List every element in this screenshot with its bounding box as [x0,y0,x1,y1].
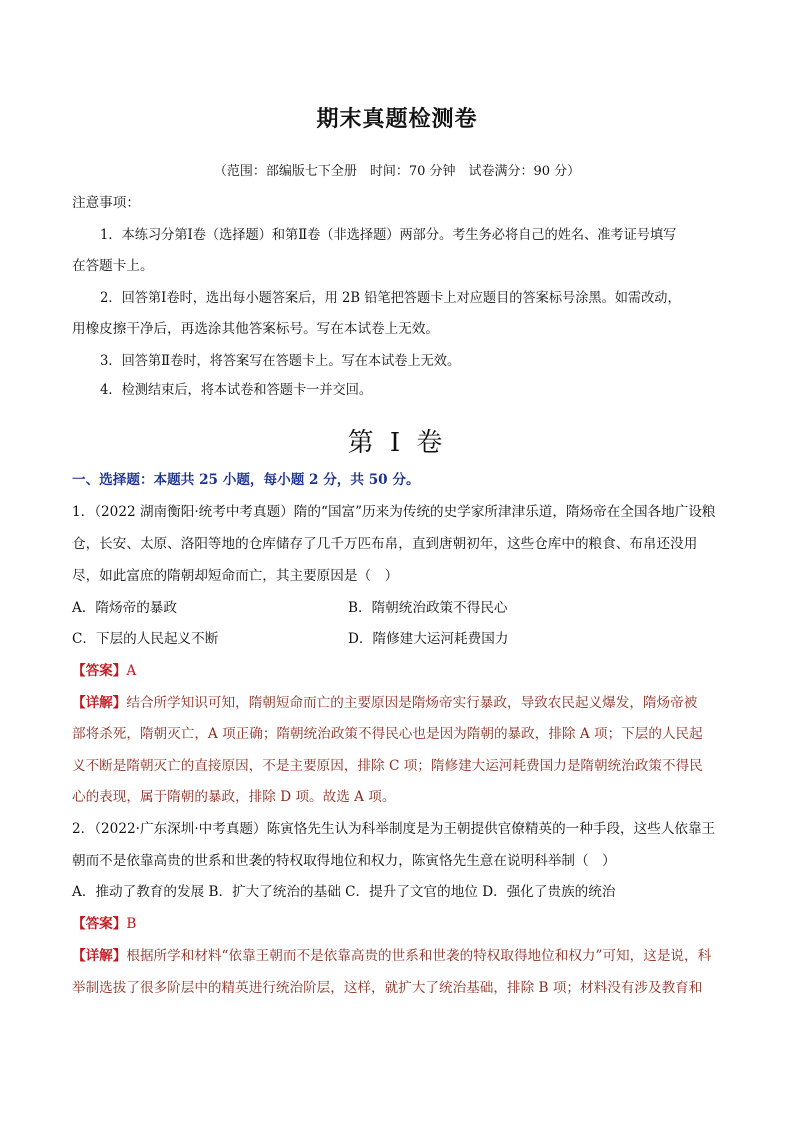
question-2-explanation [72,946,732,966]
page-title: 期末真题检测卷 [316,107,478,132]
question-1-option-c: C．下层的人民起义不断 [72,631,219,647]
explanation-label: 【详解】 [72,948,127,964]
explanation-text: 结合所学知识可知，隋朝短命而亡的主要原因是隋炀帝实行暴政，导致农民起义爆发，隋炀帝被 [126,695,698,711]
question-1-stem-line-2: 仓，长安、太原、洛阳等地的仓库储存了几千万匹布帛，直到唐朝初年，这些仓库中的粮食、布帛还没用 [72,536,698,552]
question-1-answer [72,661,732,681]
question-2-options: A．推动了教育的发展 B．扩大了统治的基础 C．提升了文官的地位 D．强化了贵族的统治 [72,884,616,900]
notice-item-4: 4．检测结束后，将本试卷和答题卡一并交回。 [100,382,373,398]
notice-item-2: 2．回答第Ⅰ卷时，选出每小题答案后，用 2B 铅笔把答题卡上对应题目的答案标号涂黑。如需改动， [100,290,681,306]
notice-item-1-cont: 在答题卡上。 [72,258,154,274]
answer-label: 【答案】 [72,916,127,932]
notice-heading: 注意事项： [72,195,140,211]
volume-title: 第 I 卷 [347,428,447,458]
explanation-label: 【详解】 [72,695,127,711]
question-1-stem-line-3: 尽，如此富庶的隋朝却短命而亡，其主要原因是（ ） [72,568,399,584]
question-1-explanation-line-4: 心的表现，属于隋朝的暴政，排除 D 项。故选 A 项。 [72,789,396,805]
notice-item-3: 3．回答第Ⅱ卷时，将答案写在答题卡上。写在本试卷上无效。 [100,353,461,369]
question-1-option-d: D．隋修建大运河耗费国力 [348,631,509,647]
question-2-stem: 2．（2022·广东深圳·中考真题）陈寅恪先生认为科举制度是为王朝提供官僚精英的一种手段，这些人依靠王 [72,821,716,837]
section-heading: 一、选择题：本题共 25 小题，每小题 2 分，共 50 分。 [72,472,420,488]
explanation-text: 根据所学和材料“依靠王朝而不是依靠高贵的世系和世袭的特权取得地位和权力”可知，这是说，科 [126,948,712,964]
answer-label: 【答案】 [72,663,127,679]
question-2-stem-line-2: 朝而不是依靠高贵的世系和世袭的特权取得地位和权力，陈寅恪先生意在说明科举制（ ） [72,853,616,869]
notice-item-2-cont: 用橡皮擦干净后，再选涂其他答案标号。写在本试卷上无效。 [72,321,440,337]
question-1-explanation [72,693,732,713]
question-2-explanation-line-2: 举制选拔了很多阶层中的精英进行统治阶层，这样，就扩大了统治基础，排除 B 项；材料没有涉及教育和 [72,980,703,996]
answer-value: A [126,663,137,679]
question-1-explanation-line-3: 义不断是隋朝灭亡的直接原因，不是主要原因，排除 C 项；隋修建大运河耗费国力是隋朝统治政策不得民 [72,758,703,774]
question-1-explanation-line-2: 部将杀死，隋朝灭亡，A 项正确；隋朝统治政策不得民心也是因为隋朝的暴政，排除 A 项；下层的人民起 [72,726,703,742]
question-1-option-b: B．隋朝统治政策不得民心 [348,600,508,616]
answer-value: B [126,916,137,932]
notice-item-1: 1．本练习分第Ⅰ卷（选择题）和第Ⅱ卷（非选择题）两部分。考生务必将自己的姓名、准考证号填写 [100,227,677,243]
question-1-option-a: A．隋炀帝的暴政 [72,600,177,616]
question-2-answer [72,914,732,934]
exam-scope: （范围：部编版七下全册 时间：70 分钟 试卷满分：90 分） [213,164,581,179]
question-1-stem: 1．（2022 湖南衡阳·统考中考真题）隋的“国富”历来为传统的史学家所津津乐道，隋炀帝在全国各地广设粮 [72,504,716,520]
